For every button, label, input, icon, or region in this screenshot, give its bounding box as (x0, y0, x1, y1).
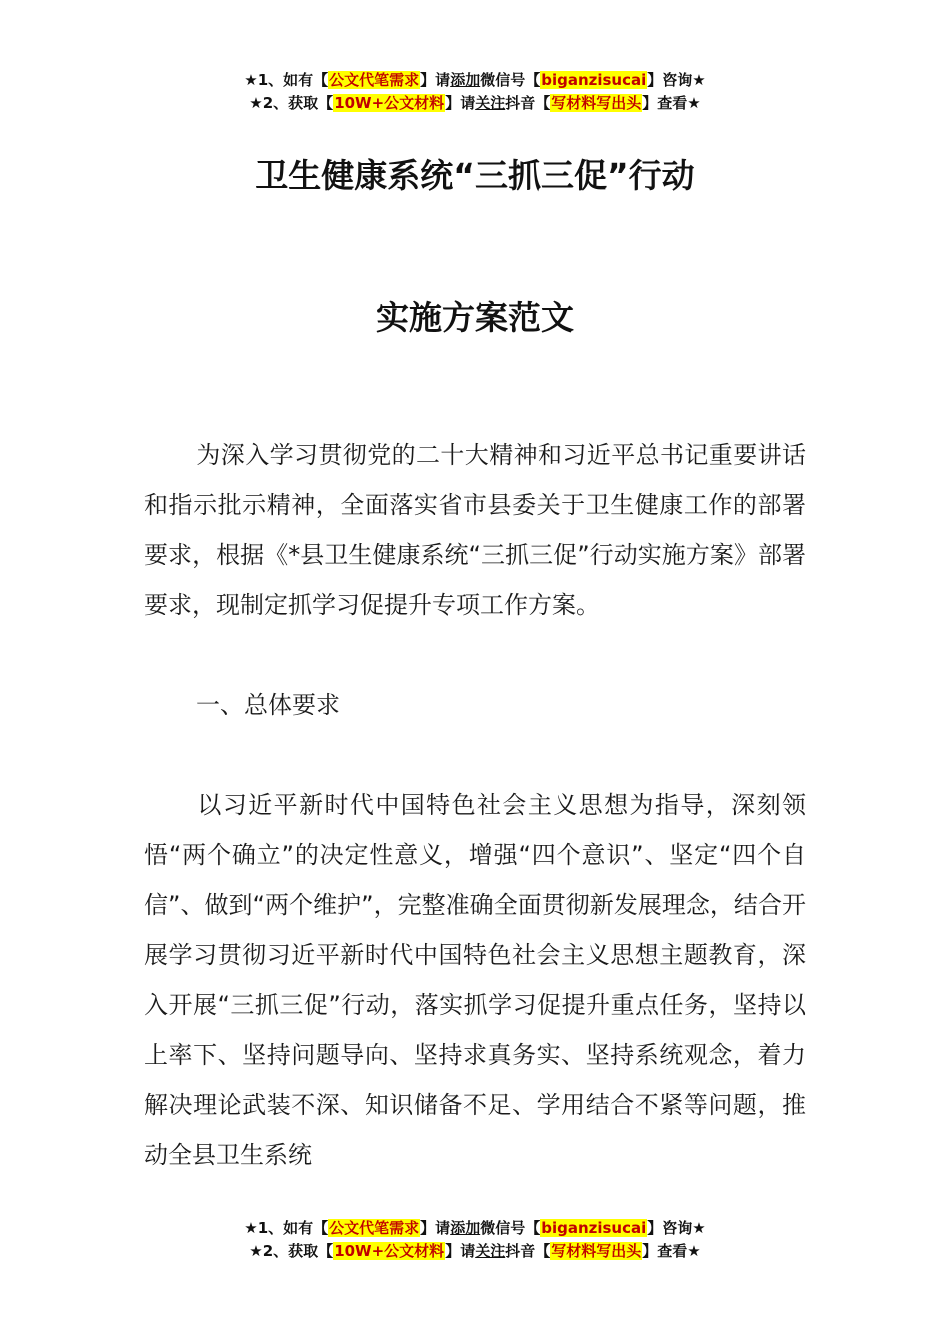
promo-line-1: ★1、如有【公文代笔需求】请添加微信号【biganzisucai】咨询★ (244, 71, 706, 89)
promo-banner-bottom (0, 1217, 950, 1263)
highlight-materials: 10W+公文材料 (334, 1242, 445, 1260)
highlight-douyin: 写材料写出头 (551, 94, 642, 112)
highlight-materials: 10W+公文材料 (334, 94, 445, 112)
highlight-douyin: 写材料写出头 (551, 1242, 642, 1260)
document-title-line-1: 卫生健康系统“三抓三促”行动 (255, 156, 695, 195)
intro-paragraph: 为深入学习贯彻党的二十大精神和习近平总书记重要讲话和指示批示精神，全面落实省市县委关于卫生健康工作的部署要求，根据《*县卫生健康系统“三抓三促”行动实施方案》部署要求，现制定抓学习促提升专项工作方案。 (144, 441, 806, 619)
promo-banner-top (0, 69, 950, 115)
section-heading-1: 一、总体要求 (196, 691, 340, 719)
highlight-service: 公文代笔需求 (329, 1219, 420, 1237)
promo-line-2: ★2、获取【10W+公文材料】请关注抖音【写材料写出头】查看★ (249, 1242, 701, 1260)
document-title-line-2: 实施方案范文 (376, 298, 574, 337)
body-paragraph: 以习近平新时代中国特色社会主义思想为指导，深刻领悟“两个确立”的决定性意义，增强“四个意识”、坚定“四个自信”、做到“两个维护”，完整准确全面贯彻新发展理念，结合开展学习贯彻习近平新时代中国特色社会主义思想主题教育，深入开展“三抓三促”行动，落实抓学习促提升重点任务，坚持以上率下、坚持问题导向、坚持求真务实、坚持系统观念，着力解决理论武装不深、知识储备不足、学用结合不紧等问题，推动全县卫生系统 (144, 791, 806, 1169)
highlight-wechat-id: biganzisucai (541, 1219, 647, 1237)
highlight-service: 公文代笔需求 (329, 71, 420, 89)
promo-line-1: ★1、如有【公文代笔需求】请添加微信号【biganzisucai】咨询★ (244, 1219, 706, 1237)
promo-line-2: ★2、获取【10W+公文材料】请关注抖音【写材料写出头】查看★ (249, 94, 701, 112)
highlight-wechat-id: biganzisucai (541, 71, 647, 89)
